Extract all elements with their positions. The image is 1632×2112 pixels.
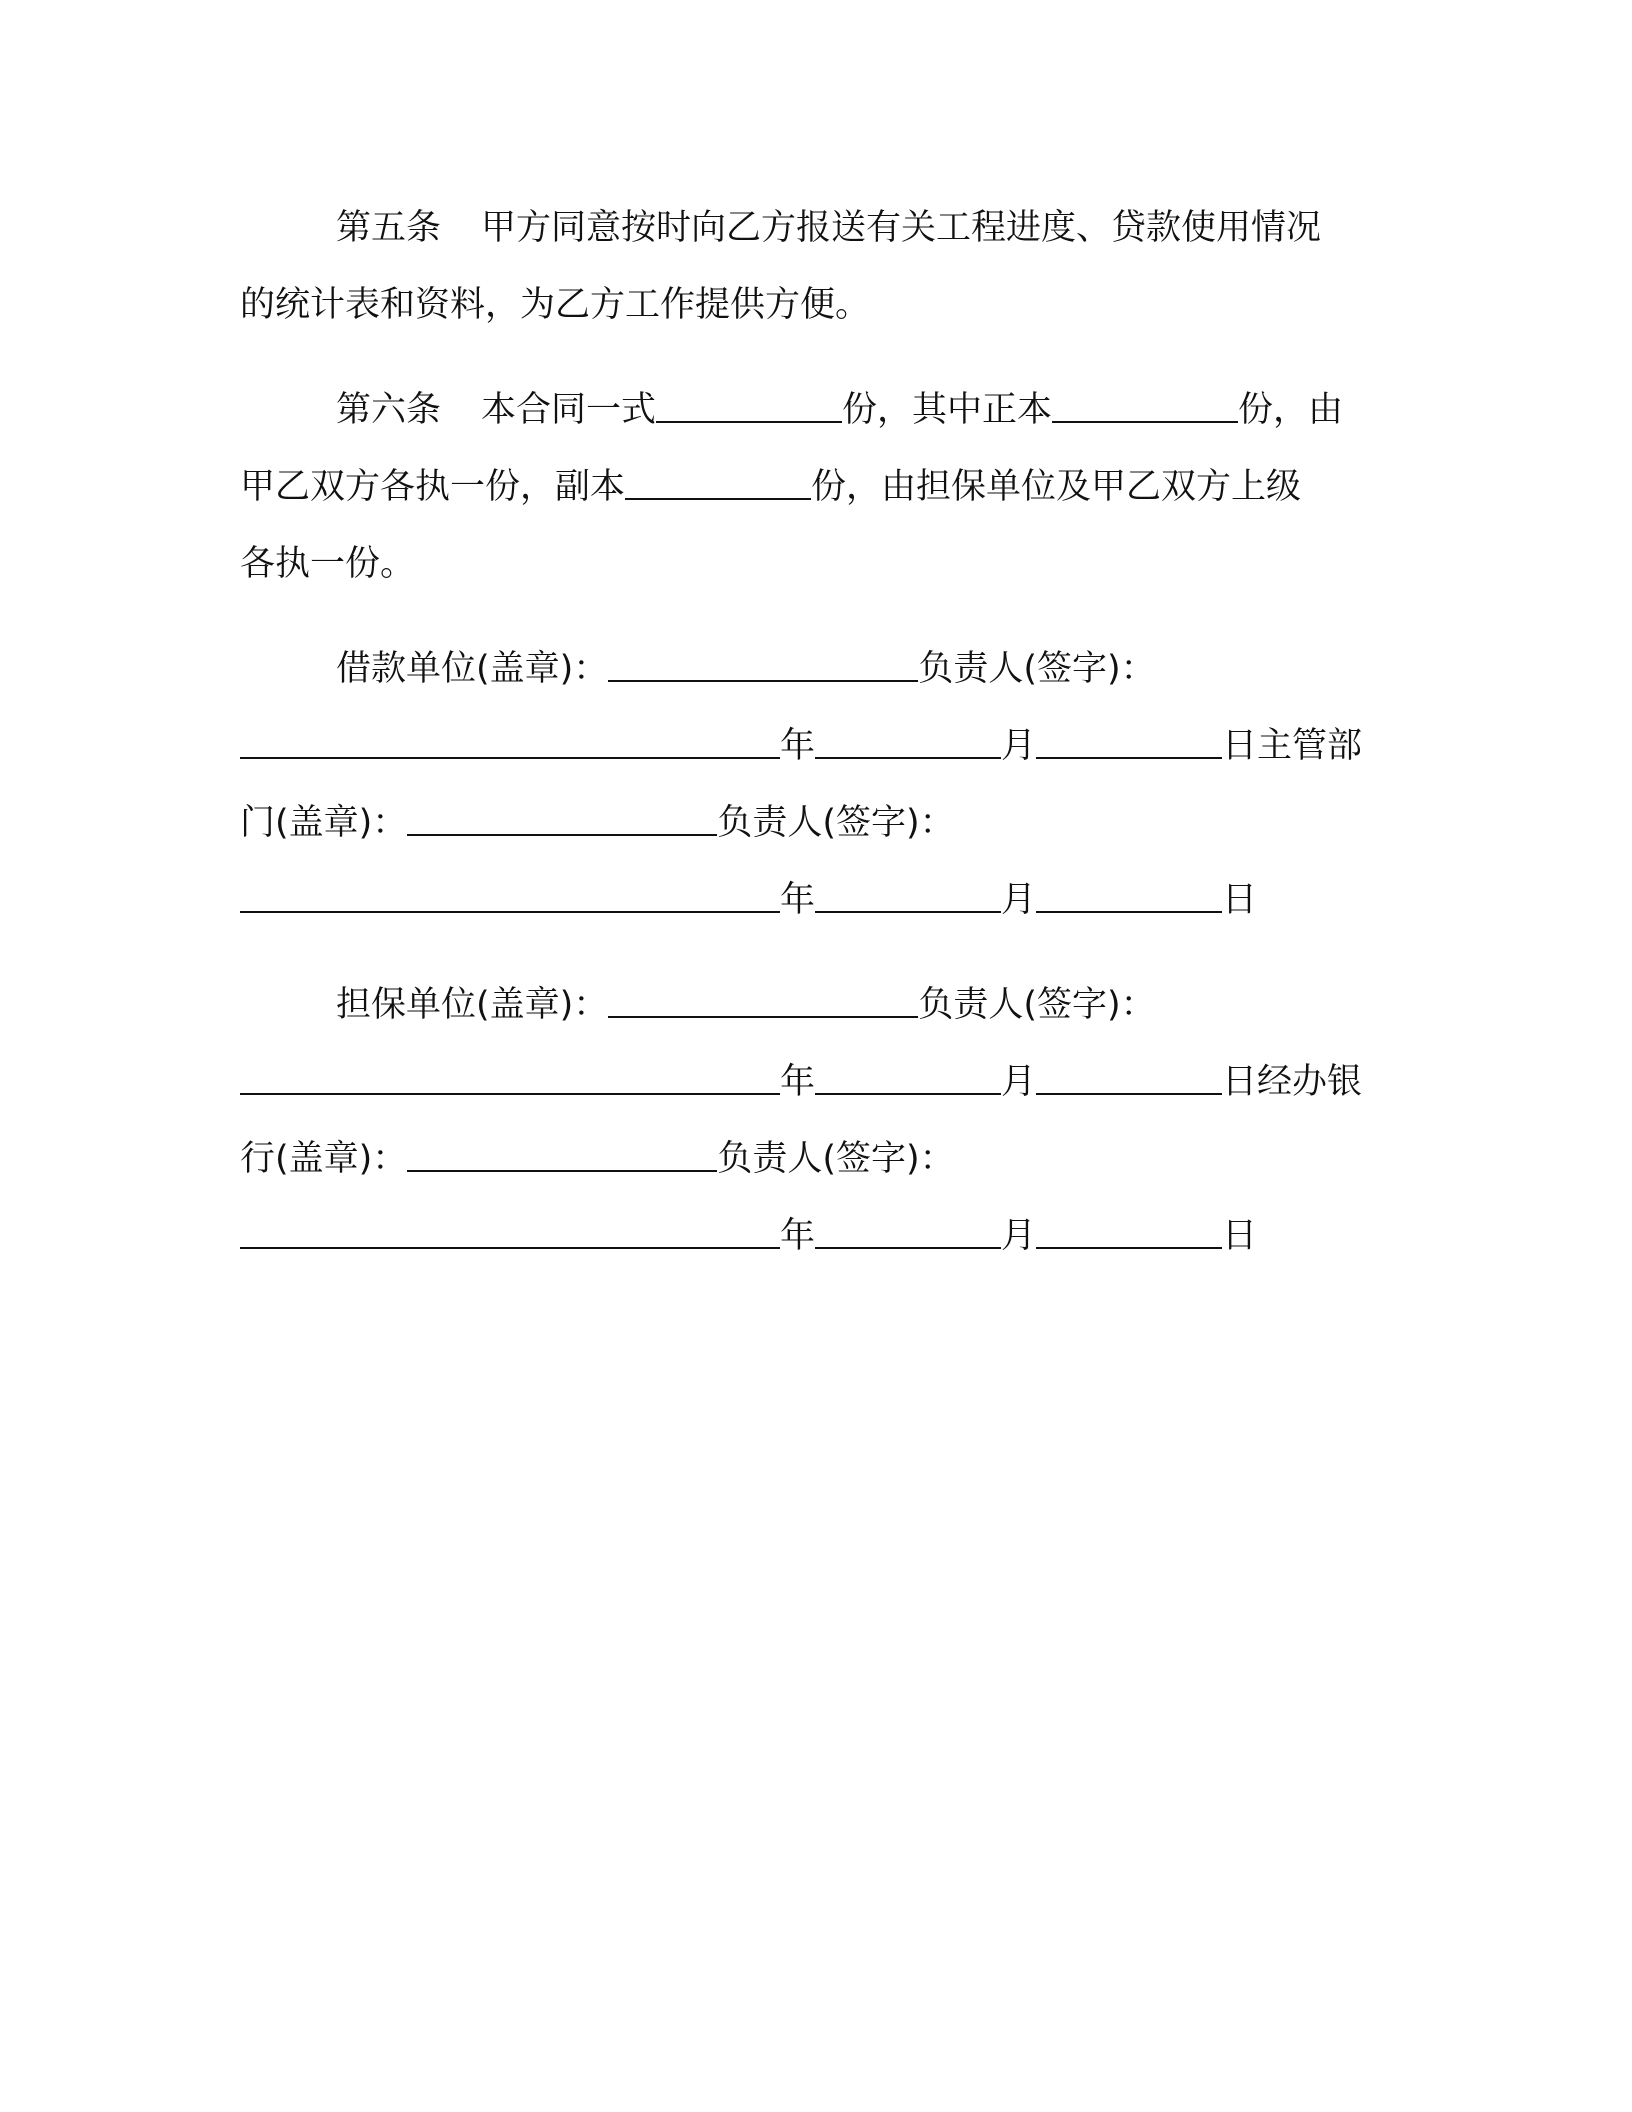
dept-label: 门(盖章)： bbox=[240, 803, 408, 843]
bank-month-label: 月 bbox=[1001, 1216, 1037, 1256]
guarantor-unit-blank[interactable] bbox=[608, 986, 918, 1018]
sig1-line-2 bbox=[240, 708, 1390, 785]
sig1-line-1 bbox=[240, 631, 1390, 708]
bank-blank[interactable] bbox=[407, 1140, 717, 1172]
borrower-year-label: 年 bbox=[780, 726, 816, 766]
dept-day-blank[interactable] bbox=[1036, 881, 1222, 913]
guarantor-month-label: 月 bbox=[1001, 1062, 1037, 1102]
sig2-line-1 bbox=[240, 967, 1390, 1044]
sig2-line-2 bbox=[240, 1044, 1390, 1121]
guarantor-signature-blank[interactable] bbox=[240, 1063, 780, 1095]
borrower-day-blank[interactable] bbox=[1036, 727, 1222, 759]
guarantor-day-blank[interactable] bbox=[1036, 1063, 1222, 1095]
guarantor-unit-label: 担保单位(盖章)： bbox=[336, 985, 609, 1025]
signature-block-borrower bbox=[240, 631, 1390, 939]
signature-block-guarantor bbox=[240, 967, 1390, 1275]
article-5-line-1 bbox=[240, 190, 1390, 267]
article-6 bbox=[240, 372, 1390, 603]
bank-signature-blank[interactable] bbox=[240, 1217, 780, 1249]
bank-person-label: 负责人(签字)： bbox=[717, 1139, 955, 1179]
borrower-signature-blank[interactable] bbox=[240, 727, 780, 759]
sig1-line-4 bbox=[240, 862, 1390, 939]
bank-day-label: 日 bbox=[1222, 1216, 1258, 1256]
article-6-text-6: 各执一份。 bbox=[240, 544, 416, 584]
article-6-line-1 bbox=[240, 372, 1390, 449]
article-5-line-2 bbox=[240, 267, 1390, 344]
guarantor-year-label: 年 bbox=[780, 1062, 816, 1102]
article-5 bbox=[240, 190, 1390, 344]
article-5-text-2: 的统计表和资料，为乙方工作提供方便。 bbox=[240, 285, 871, 325]
borrower-unit-blank[interactable] bbox=[608, 650, 918, 682]
dept-blank[interactable] bbox=[407, 804, 717, 836]
article-6-line-3 bbox=[240, 526, 1390, 603]
article-6-text-1: 本合同一式 bbox=[481, 390, 657, 430]
guarantor-month-blank[interactable] bbox=[815, 1063, 1001, 1095]
dept-month-blank[interactable] bbox=[815, 881, 1001, 913]
article-5-text-1: 甲方同意按时向乙方报送有关工程进度、贷款使用情况 bbox=[481, 208, 1322, 248]
dept-person-label: 负责人(签字)： bbox=[717, 803, 955, 843]
article-6-line-2 bbox=[240, 449, 1390, 526]
borrower-unit-label: 借款单位(盖章)： bbox=[336, 649, 609, 689]
article-6-text-5: 份，由担保单位及甲乙双方上级 bbox=[811, 467, 1302, 507]
guarantor-day-bank-label: 日经办银 bbox=[1222, 1062, 1363, 1102]
document-page bbox=[240, 190, 1390, 1303]
dept-year-label: 年 bbox=[780, 880, 816, 920]
bank-month-blank[interactable] bbox=[815, 1217, 1001, 1249]
guarantor-person-label: 负责人(签字)： bbox=[918, 985, 1156, 1025]
borrower-day-dept-label: 日主管部 bbox=[1222, 726, 1363, 766]
copies-duplicate-blank[interactable] bbox=[625, 468, 811, 500]
borrower-month-blank[interactable] bbox=[815, 727, 1001, 759]
copies-original-blank[interactable] bbox=[1052, 391, 1238, 423]
article-6-text-2: 份，其中正本 bbox=[842, 390, 1053, 430]
copies-total-blank[interactable] bbox=[656, 391, 842, 423]
sig2-line-3 bbox=[240, 1121, 1390, 1198]
article-5-heading: 第五条 bbox=[336, 208, 442, 248]
article-6-text-4: 甲乙双方各执一份，副本 bbox=[240, 467, 626, 507]
sig2-line-4 bbox=[240, 1198, 1390, 1275]
article-6-text-3: 份，由 bbox=[1238, 390, 1344, 430]
bank-day-blank[interactable] bbox=[1036, 1217, 1222, 1249]
bank-label: 行(盖章)： bbox=[240, 1139, 408, 1179]
borrower-month-label: 月 bbox=[1001, 726, 1037, 766]
sig1-line-3 bbox=[240, 785, 1390, 862]
article-6-heading: 第六条 bbox=[336, 390, 442, 430]
dept-day-label: 日 bbox=[1222, 880, 1258, 920]
dept-signature-blank[interactable] bbox=[240, 881, 780, 913]
borrower-person-label: 负责人(签字)： bbox=[918, 649, 1156, 689]
bank-year-label: 年 bbox=[780, 1216, 816, 1256]
dept-month-label: 月 bbox=[1001, 880, 1037, 920]
